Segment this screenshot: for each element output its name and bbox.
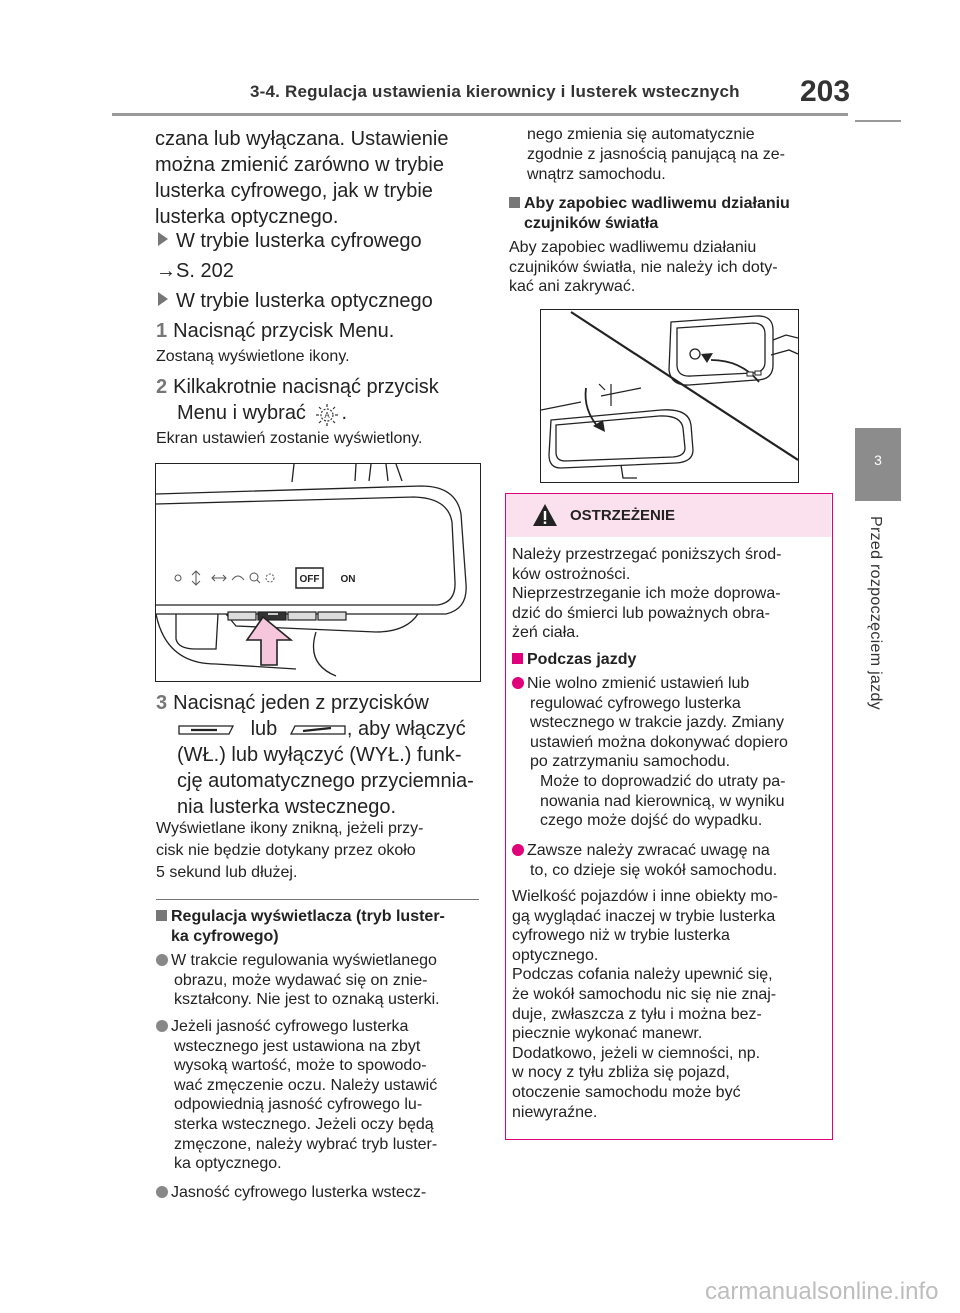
round-bullet-icon [156, 954, 168, 966]
step-2 [156, 374, 439, 427]
text-line: Należy przestrzegać poniższych środ- [512, 546, 782, 563]
text-line: Może to doprowadzić do utraty pa- [540, 772, 786, 790]
right-dim-button-icon [289, 723, 347, 737]
round-bullet-icon [512, 677, 524, 689]
text-line: nowania nad kierownicą, w wyniku [540, 792, 785, 810]
section-divider [156, 899, 479, 900]
square-bullet-icon [509, 197, 520, 208]
step-text: Nacisnąć przycisk Menu. [173, 320, 395, 342]
text-line: wać zmęczenie oczu. Należy ustawić [174, 1076, 438, 1094]
text-line: Wyświetlane ikony znikną, jeżeli przy- [156, 820, 424, 837]
heading-text: Podczas jazdy [527, 651, 637, 668]
text-line: sterka wstecznego. Jeżeli oczy będą [174, 1115, 434, 1133]
chapter-title: Przed rozpoczęciem jazdy [867, 516, 884, 710]
optical-mode-heading [158, 288, 433, 314]
page-reference: →S. 202 [156, 260, 234, 282]
digital-mode-label: W trybie lusterka cyfrowego [176, 230, 422, 252]
warning-triangle-icon [532, 503, 558, 527]
text-line: otoczenie samochodu może być [512, 1083, 741, 1101]
text-line: 5 sekund lub dłużej. [156, 864, 298, 881]
text-line: optycznego. [512, 946, 599, 964]
text-line: odpowiednią jasność cyfrowego lu- [174, 1096, 423, 1114]
display-adjust-heading [156, 907, 445, 947]
warning-tail [512, 887, 778, 1122]
text-line: wstecznego w trakcie jazdy. Zmiany [530, 714, 785, 732]
text-line: Zawsze należy zwracać uwagę na [527, 842, 770, 859]
text-line: że wokół samochodu nic się nie znaj- [512, 985, 777, 1003]
text-line: zgodnie z jasnością panującą na ze- [527, 146, 785, 163]
text-line: ków ostrożności. [512, 565, 631, 583]
text-line: gą wyglądać inaczej w trybie lusterka [512, 907, 776, 925]
auto-dimming-icon [312, 401, 342, 427]
note-bullet [156, 1183, 426, 1203]
text-line: regulować cyfrowego lusterka [530, 694, 741, 712]
text-line: Aby zapobiec wadliwemu działaniu [509, 239, 757, 256]
warning-bullet [512, 841, 777, 880]
text-line: Jasność cyfrowego lusterka wstecz- [171, 1184, 427, 1201]
text-line: Nie wolno zmienić ustawień lub [527, 675, 750, 692]
round-bullet-icon [156, 1186, 168, 1198]
step-text: Nacisnąć jeden z przycisków [173, 692, 429, 714]
text-line: czujników światła, nie należy ich doty- [509, 258, 778, 276]
step-3-note [156, 818, 424, 884]
text-line: cisk nie będzie dotykany przez około [156, 842, 416, 859]
step-1 [156, 318, 394, 344]
step-2-note: Ekran ustawień zostanie wyświetlony. [156, 430, 423, 447]
text-line: czego może dojść do wypadku. [540, 812, 763, 830]
text-line: lusterka optycznego. [155, 206, 339, 228]
text-line: ustawień można dokonywać dopiero [530, 733, 788, 751]
intro-text [155, 126, 449, 230]
sensor-heading [509, 194, 790, 234]
warning-bullet [512, 674, 788, 831]
on-label: ON [340, 574, 356, 585]
text-line: ka optycznego. [174, 1155, 282, 1173]
step-number: 2 [156, 376, 168, 398]
text-line: wysoką wartość, może to spowodo- [174, 1057, 427, 1075]
text-line: żeń ciała. [512, 624, 580, 641]
text-line: wnątrz samochodu. [527, 166, 666, 183]
step-3 [156, 690, 474, 820]
square-bullet-icon [156, 910, 167, 921]
text-line: Wielkość pojazdów i inne obiekty mo- [512, 888, 778, 905]
tab-rule [855, 120, 901, 122]
note-bullet [156, 951, 440, 1010]
step-number: 3 [156, 692, 168, 714]
text-line: w nocy z tyłu zbliża się pojazd, [512, 1064, 730, 1082]
step-number: 1 [156, 320, 168, 342]
text-line: piecznie wykonać manewr. [512, 1025, 703, 1043]
text-line: niewyraźne. [512, 1103, 598, 1121]
right-continuation [527, 125, 785, 185]
text-line: wstecznego jest ustawiona na zbyt [174, 1037, 421, 1055]
heading-text: Regulacja wyświetlacza (tryb luster- [171, 908, 445, 925]
text-line: to, co dzieje się wokół samochodu. [530, 861, 778, 879]
note-bullet [156, 1017, 437, 1174]
watermark: carmanualsonline.info [705, 1278, 939, 1305]
sensor-drawing [541, 310, 798, 482]
off-label: OFF [299, 574, 320, 585]
triangle-bullet-icon [158, 232, 168, 246]
square-bullet-icon [512, 653, 523, 664]
text-line: po zatrzymaniu samochodu. [530, 753, 731, 771]
text-line: Dodatkowo, jeżeli w ciemności, np. [512, 1044, 761, 1062]
page-number: 203 [800, 75, 851, 108]
header-rule [112, 113, 848, 116]
step-text: , aby włączyć [346, 718, 466, 740]
step-1-note: Zostaną wyświetlone ikony. [156, 348, 350, 365]
step-text: (WŁ.) lub wyłączyć (WYŁ.) funk- [177, 744, 462, 766]
warning-sub-heading [512, 649, 636, 670]
heading-text: ka cyfrowego) [171, 928, 279, 945]
text-line: cyfrowego niż w trybie lusterka [512, 927, 730, 945]
warning-intro [512, 545, 781, 643]
round-bullet-icon [156, 1020, 168, 1032]
text-line: W trakcie regulowania wyświetlanego [171, 952, 437, 969]
text-line: duje, zwłaszcza z tyłu i można bez- [512, 1005, 762, 1023]
text-line: Jeżeli jasność cyfrowego lusterka [171, 1018, 409, 1035]
step-text: cję automatycznego przyciemnia- [177, 770, 474, 792]
step-text: lub [250, 718, 278, 740]
warning-title: OSTRZEŻENIE [570, 507, 676, 524]
text-line: nego zmienia się automatycznie [527, 126, 755, 143]
chapter-number: 3 [874, 452, 882, 468]
heading-text: Aby zapobiec wadliwemu działaniu [524, 195, 790, 212]
svg-text:A: A [323, 410, 330, 420]
step-text: Kilkakrotnie nacisnąć przycisk [173, 376, 439, 398]
step-text: nia lusterka wstecznego. [177, 796, 397, 818]
section-title: 3-4. Regulacja ustawienia kierownicy i lusterek wstecznych [250, 82, 740, 101]
text-line: zmęczone, należy wybrać tryb luster- [174, 1135, 438, 1153]
sensor-body [509, 238, 778, 297]
mirror-illustration [155, 463, 481, 682]
step-text: Menu i wybrać [177, 402, 306, 424]
triangle-bullet-icon [158, 292, 168, 306]
text-line: Podczas cofania należy upewnić się, [512, 966, 773, 984]
mirror-drawing [156, 464, 480, 681]
heading-text: czujników światła [524, 215, 659, 232]
optical-mode-label: W trybie lusterka optycznego [176, 290, 433, 312]
text-line: kształcony. Nie jest to oznaką usterki. [174, 991, 440, 1008]
round-bullet-icon [512, 844, 524, 856]
text-line: lusterka cyfrowego, jak w trybie [155, 180, 433, 202]
text-line: dzić do śmierci lub poważnych obra- [512, 604, 770, 622]
sensor-illustration [540, 309, 799, 483]
text-line: czana lub wyłączana. Ustawienie [155, 128, 449, 150]
digital-mode-heading [158, 228, 422, 254]
left-dim-button-icon [177, 723, 235, 737]
step-text: . [341, 402, 348, 424]
text-line: Nieprzestrzeganie ich może doprowa- [512, 585, 781, 602]
text-line: kać ani zakrywać. [509, 278, 636, 295]
text-line: obrazu, może wydawać się on znie- [174, 971, 428, 989]
text-line: można zmienić zarówno w trybie [155, 154, 444, 176]
